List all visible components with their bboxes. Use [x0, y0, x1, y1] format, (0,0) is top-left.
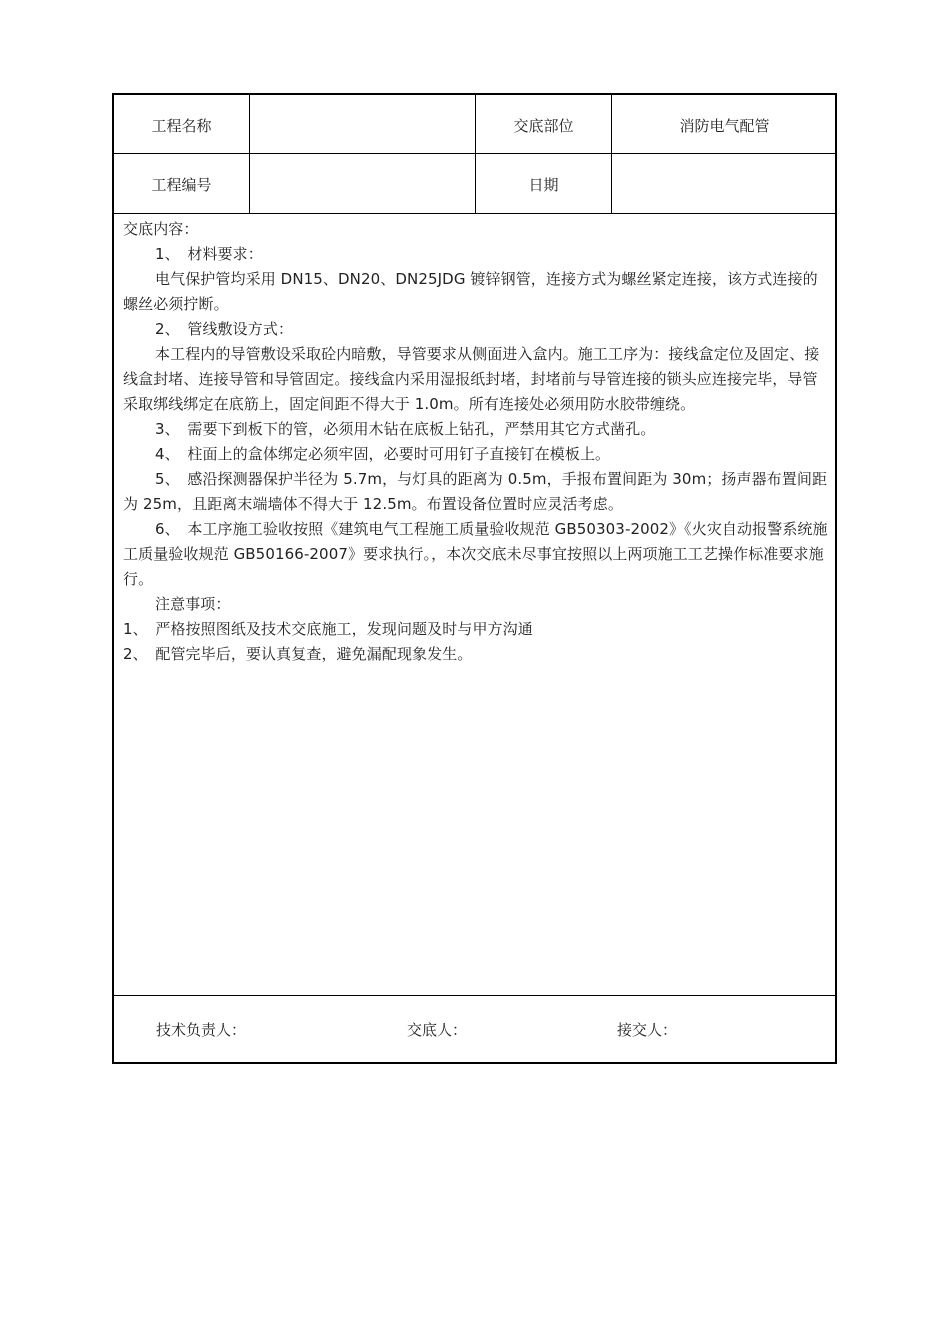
- project-no-label: 工程编号: [151, 176, 212, 194]
- receiver-signature-label: 接交人：: [617, 1021, 678, 1039]
- disclosure-form: [112, 93, 837, 1064]
- column-divider: [249, 95, 250, 213]
- row-divider: [114, 213, 835, 214]
- content-line: 3、 需要下到板下的管，必须用木钻在底板上钻孔，严禁用其它方式凿孔。: [155, 420, 656, 438]
- project-name-label: 工程名称: [151, 117, 212, 135]
- presenter-signature-label: 交底人：: [407, 1021, 468, 1039]
- content-line: 5、 感沿探测器保护半径为 5.7m，与灯具的距离为 0.5m，手报布置间距为 30m；扬声器布置间距为 25m，且距离末端墙体不得大于 12.5m。布置设备位置时应灵活考虑。: [123, 470, 828, 513]
- column-divider: [611, 95, 612, 213]
- note-line: 1、 严格按照图纸及技术交底施工，发现问题及时与甲方沟通: [123, 620, 533, 638]
- disclosure-content: [123, 217, 831, 667]
- column-divider: [475, 95, 476, 213]
- location-value: 消防电气配管: [679, 117, 770, 135]
- content-intro: 交底内容：: [123, 220, 199, 238]
- content-line: 2、 管线敷设方式：: [155, 320, 294, 338]
- row-divider: [114, 995, 835, 996]
- location-label: 交底部位: [513, 117, 574, 135]
- tech-lead-signature-label: 技术负责人：: [156, 1021, 247, 1039]
- content-line: 电气保护管均采用 DN15、DN20、DN25JDG 镀锌钢管，连接方式为螺丝紧定连接，该方式连接的螺丝必须拧断。: [123, 270, 818, 313]
- content-line: 4、 柱面上的盒体绑定必须牢固，必要时可用钉子直接钉在模板上。: [155, 445, 611, 463]
- notes-heading: 注意事项：: [155, 595, 231, 613]
- date-label: 日期: [528, 176, 559, 194]
- content-line: 6、 本工序施工验收按照《建筑电气工程施工质量验收规范 GB50303-2002》《火灾自动报警系统施工质量验收规范 GB50166-2007》要求执行。，本次交底未尽事宜按照以上两项施工工艺操作标准要求施行。: [123, 520, 828, 588]
- content-line: 1、 材料要求：: [155, 245, 263, 263]
- note-line: 2、 配管完毕后，要认真复查，避免漏配现象发生。: [123, 645, 473, 663]
- content-line: 本工程内的导管敷设采取砼内暗敷，导管要求从侧面进入盒内。施工工序为：接线盒定位及固定、接线盒封堵、连接导管和导管固定。接线盒内采用湿报纸封堵，封堵前与导管连接的锁头应连接完毕，导管采取绑线绑定在底筋上，固定间距不得大于 1.0m。所有连接处必须用防水胶带缠绕。: [123, 345, 820, 413]
